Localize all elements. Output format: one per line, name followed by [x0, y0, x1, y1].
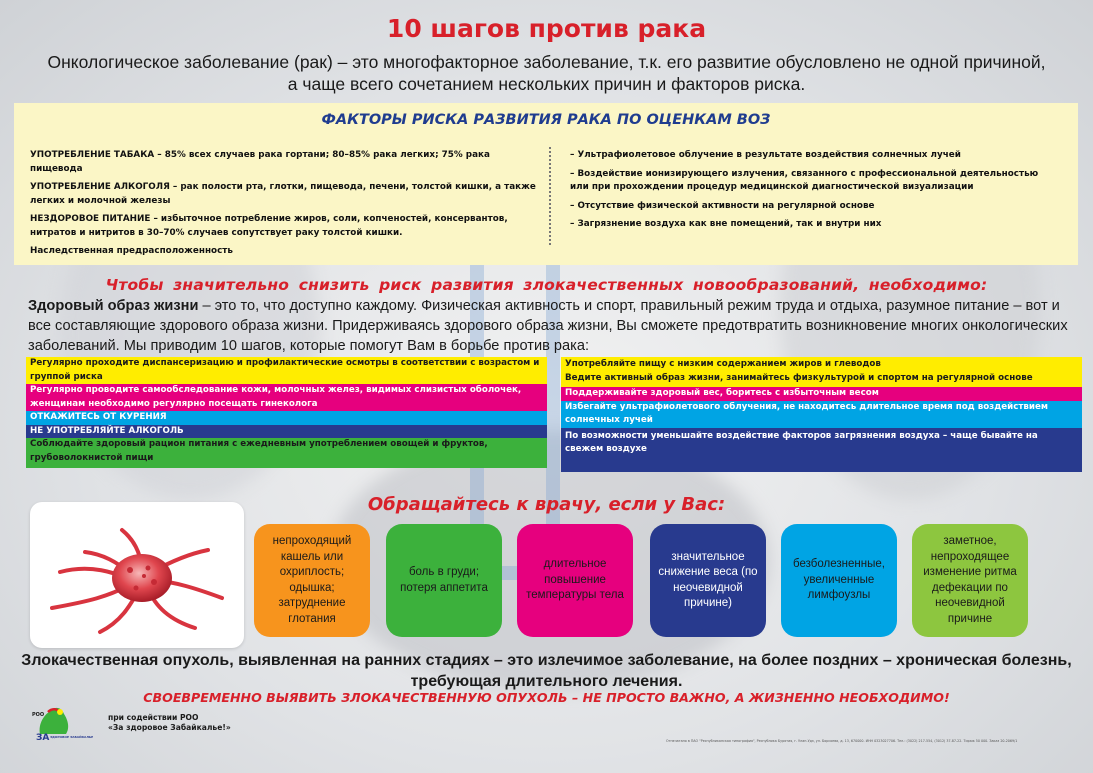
malignant-line-1: Злокачественная опухоль, выявленная на ранних стадиях – это излечимое заболевание, на более поздних – хроническая болезнь,: [21, 652, 1072, 669]
who-panel-title: ФАКТОРЫ РИСКА РАЗВИТИЯ РАКА ПО ОЦЕНКАМ ВОЗ: [321, 112, 771, 128]
risk-factor-item: – Отсутствие физической активности на регулярной основе: [570, 200, 875, 211]
symptom-card-lymph-nodes: безболезненные, увеличенные лимфоузлы: [781, 524, 897, 637]
symptom-card-weight-loss: значительное снижение веса (по неочевидной причине): [650, 524, 766, 637]
zabaikalye-logo-icon: [30, 702, 94, 744]
step-item: Поддерживайте здоровый вес, боритесь с избыточным весом: [561, 387, 1082, 401]
step-item: Регулярно проводите самообследование кожи, молочных желез, видимых слизистых оболочек, женщинам необходимо регулярно посещать гинеколога: [26, 384, 547, 411]
who-risk-factors-panel: [14, 103, 1078, 265]
svg-text:ЗДОРОВОЕ ЗАБАЙКАЛЬЕ: ЗДОРОВОЕ ЗАБАЙКАЛЬЕ: [50, 735, 94, 739]
risk-factor-key: УПОТРЕБЛЕНИЕ ТАБАКА: [30, 150, 155, 160]
risk-factor-item: – Воздействие ионизирующего излучения, связанного с профессиональной деятельностью или при прохождении процедур медицинской диагностической визуализации: [570, 168, 1039, 192]
intro-line-2: а чаще всего сочетанием нескольких причин и факторов риска.: [287, 74, 806, 94]
risk-factor-item: [30, 149, 542, 176]
risk-factor-item: – Ультрафиолетовое облучение в результате воздействия солнечных лучей: [570, 150, 961, 160]
risk-factor-text: – избыточное потребление жиров, соли, копченостей, консервантов, нитратов и нитритов в 30–70% случаев сопутствует раку толстой кишки.: [30, 214, 508, 238]
dotted-divider: [549, 147, 551, 245]
steps-right-column: [561, 357, 1082, 472]
healthy-lead: Здоровый образ жизни: [28, 298, 199, 314]
healthy-lifestyle-text: [28, 296, 1073, 356]
symptom-card-cough: непроходящий кашель или охриплость; одышка; затруднение глотания: [254, 524, 370, 637]
step-item: Ведите активный образ жизни, занимайтесь физкультурой и спортом на регулярной основе: [561, 372, 1082, 388]
step-item: По возможности уменьшайте воздействие факторов загрязнения воздуха – чаще бывайте на свежем воздухе: [561, 428, 1082, 472]
print-info: Отпечатано в ПАО "Республиканская типография", Республика Бурятия, г. Улан-Удэ, ул. Борсоева, д. 13, 670000. ИНН 0323027706. Тел.: (3022) 217-554, (3012) 37-87-22. Тираж 50 000. Заказ 20-2069/1: [666, 739, 1018, 743]
page-title: 10 шагов против рака: [386, 14, 707, 43]
step-item: Регулярно проходите диспансеризацию и профилактические осмотры в соответствии с возрастом и группой риска: [26, 357, 547, 384]
risk-factor-text: – 85% всех случаев рака гортани; 80–85% рака легких; 75% рака пищевода: [30, 150, 490, 174]
final-slogan: СВОЕВРЕМЕННО ВЫЯВИТЬ ЗЛОКАЧЕСТВЕННУЮ ОПУХОЛЬ – НЕ ПРОСТО ВАЖНО, А ЖИЗНЕННО НЕОБХОДИМО!: [143, 690, 950, 705]
step-item: Употребляйте пищу с низким содержанием жиров и глеводов: [561, 357, 1082, 372]
risk-factor-item: – Загрязнение воздуха как вне помещений, так и внутри них: [570, 219, 882, 229]
support-line-2: «За здоровое Забайкалье!»: [108, 723, 231, 732]
malignant-tumor-text: [0, 650, 1093, 692]
intro-line-1: Онкологическое заболевание (рак) – это многофакторное заболевание, т.к. его развитие обусловлено не одной причиной,: [47, 52, 1046, 72]
malignant-line-2: требующая длительного лечения.: [410, 673, 683, 690]
risk-factor-text: – рак полости рта, глотки, пищевода, печени, толстой кишки, а также легких и молочной железы: [30, 182, 536, 206]
organization-logo: [30, 702, 94, 748]
support-line-1: при содействии РОО: [108, 713, 199, 722]
cancer-cell-image: [30, 502, 244, 648]
cancer-cell-icon: [30, 502, 244, 648]
steps-left-column: [26, 357, 547, 468]
intro-text: [20, 51, 1073, 95]
symptom-card-chest-pain: боль в груди; потеря аппетита: [386, 524, 502, 637]
who-left-column: [30, 149, 542, 264]
risk-factor-item: [30, 245, 542, 259]
step-item: Соблюдайте здоровый рацион питания с ежедневным употреблением овощей и фруктов, грубоволокнистой пищи: [26, 438, 547, 468]
symptom-card-fever: длительное повышение температуры тела: [517, 524, 633, 637]
risk-factor-key: УПОТРЕБЛЕНИЕ АЛКОГОЛЯ: [30, 182, 170, 192]
step-item: НЕ УПОТРЕБЛЯЙТЕ АЛКОГОЛЬ: [26, 425, 547, 439]
step-item: ОТКАЖИТЕСЬ ОТ КУРЕНИЯ: [26, 411, 547, 425]
who-right-column: [570, 149, 1060, 237]
risk-factor-item: [30, 181, 542, 208]
step-item: Избегайте ультрафиолетового облучения, не находитесь длительное время под воздействием солнечных лучей: [561, 401, 1082, 428]
doctor-title: Обращайтесь к врачу, если у Вас:: [367, 494, 726, 515]
symptom-card-defecation: заметное, непроходящее изменение ритма дефекации по неочевидной причине: [912, 524, 1028, 637]
risk-factor-text: Наследственная предрасположенность: [30, 246, 233, 256]
healthy-body: – это то, что доступно каждому. Физическая активность и спорт, правильный режим труда и отдыха, разумное питание – вот и все составляющие здорового образа жизни. Придерживаясь здорового образа жизни, Вы сможете предотвратить возникновение многих онкологических заболеваний. Мы приводим 10 шагов, которые помогут Вам в борьбе против рака:: [28, 298, 1068, 354]
risk-factor-item: [30, 213, 542, 240]
risk-factor-key: НЕЗДОРОВОЕ ПИТАНИЕ: [30, 214, 151, 224]
support-text: [108, 713, 231, 733]
need-title: Чтобы значительно снизить риск развития злокачественных новообразований, необходимо:: [105, 276, 988, 294]
svg-text:ЗА: ЗА: [36, 733, 50, 743]
svg-text:РОО: РОО: [32, 712, 45, 718]
